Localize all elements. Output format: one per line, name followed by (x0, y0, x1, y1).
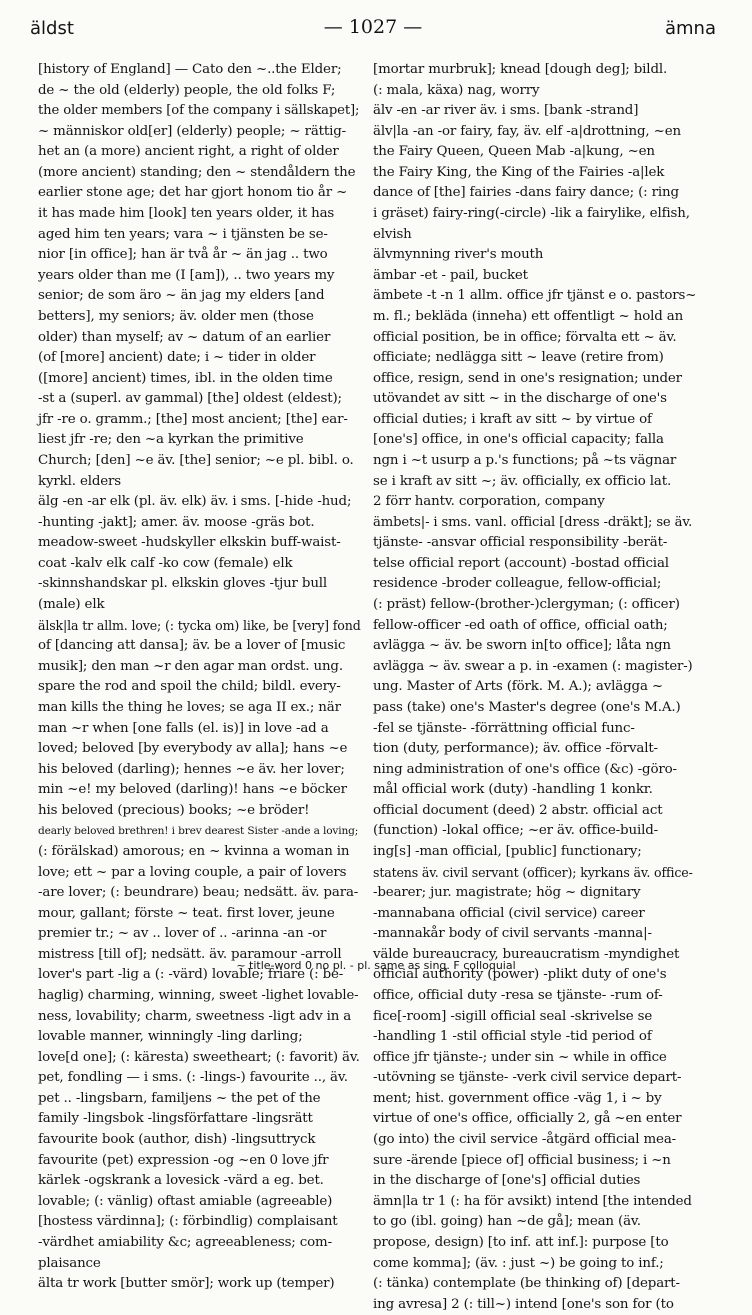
dictionary-line: tjänste- -ansvar official responsibility -berät- (373, 535, 668, 551)
dictionary-line: pet, fondling — i sms. (: -lings-) favourite .., äv. (38, 1070, 348, 1086)
dictionary-line: official document (deed) 2 abstr. official act (373, 802, 663, 818)
dictionary-line: in the discharge of [one's] official duties (373, 1173, 641, 1189)
dictionary-line: m. fl.; bekläda (inneha) ett offentligt ~ hold an (373, 308, 684, 324)
dictionary-line: fice[-room] -sigill official seal -skrivelse se (373, 1008, 653, 1024)
dictionary-line: nior [in office]; han är två år ~ än jag .. two (38, 247, 328, 263)
dictionary-line: (more ancient) standing; den ~ stendåldern the (38, 164, 356, 180)
dictionary-line: min ~e! my beloved (darling)! hans ~e böcker (38, 782, 347, 798)
dictionary-line: official authority (power) -plikt duty of one's (373, 967, 667, 983)
dictionary-line: the Fairy King, the King of the Fairies -a|lek (373, 164, 665, 180)
abbreviation-legend: ~ title-word 0 no pl. - pl. same as sing. F colloquial (236, 959, 516, 972)
dictionary-line: of [dancing att dansa]; äv. be a lover of [music (38, 638, 346, 654)
dictionary-line: ing avresa] 2 (: till~) intend [one's son for (to (373, 1296, 674, 1312)
page-number: — 1027 — (323, 16, 423, 38)
dictionary-line: liest jfr -re; den ~a kyrkan the primitive (38, 432, 304, 448)
dictionary-line: love; ett ~ par a loving couple, a pair of lovers (38, 864, 347, 880)
dictionary-line: ment; hist. government office -väg 1, i ~ by (373, 1090, 662, 1106)
dictionary-line: ning administration of one's office (&c) -göro- (373, 761, 677, 777)
dictionary-line: utövandet av sitt ~ in the discharge of one's (373, 391, 667, 407)
dictionary-line: (: tänka) contemplate (be thinking of) [depart- (373, 1276, 680, 1292)
dictionary-line: de ~ the old (elderly) people, the old folks F; (38, 82, 336, 98)
dictionary-line: -st a (superl. av gammal) [the] oldest (eldest); (38, 391, 342, 407)
dictionary-line: -utövning se tjänste- -verk civil service depart- (373, 1070, 682, 1086)
dictionary-line: kärlek -ogskrank a lovesick -värd a eg. bet. (38, 1173, 324, 1189)
dictionary-line: premier tr.; ~ av .. lover of .. -arinna -an -or (38, 926, 327, 942)
dictionary-line: -handling 1 -stil official style -tid period of (373, 1029, 652, 1045)
dictionary-line: dearly beloved brethren! i brev dearest Sister -ande a loving; (38, 825, 359, 838)
dictionary-line: betters], my seniors; äv. older men (those (38, 308, 314, 324)
dictionary-line: spare the rod and spoil the child; bildl. every- (38, 679, 341, 695)
dictionary-line: -mannabana official (civil service) career (373, 905, 645, 921)
dictionary-line: -skinnshandskar pl. elkskin gloves -tjur bull (38, 576, 328, 592)
dictionary-line: (: mala, käxa) nag, worry (373, 82, 540, 98)
dictionary-line: -bearer; jur. magistrate; hög ~ dignitary (373, 885, 641, 901)
dictionary-line: ämbets|- i sms. vanl. official [dress -dräkt]; se äv. (373, 514, 693, 530)
dictionary-line: his beloved (precious) books; ~e bröder! (38, 802, 310, 818)
dictionary-line: älv|la -an -or fairy, fay, äv. elf -a|drottning, ~en (373, 123, 681, 139)
dictionary-line: office, official duty -resa se tjänste- -rum of- (373, 988, 663, 1004)
dictionary-line: family -lingsbok -lingsförfattare -lingsrätt (38, 1111, 313, 1127)
dictionary-line: favourite (pet) expression -og ~en 0 love jfr (38, 1152, 329, 1168)
dictionary-line: coat -kalv elk calf -ko cow (female) elk (38, 555, 293, 571)
dictionary-line: tion (duty, performance); äv. office -förvalt- (373, 741, 658, 757)
dictionary-line: love[d one]; (: käresta) sweetheart; (: favorit) äv. (38, 1049, 360, 1065)
dictionary-line: meadow-sweet -hudskyller elkskin buff-waist- (38, 535, 341, 551)
dictionary-line: loved; beloved [by everybody av alla]; hans ~e (38, 741, 348, 757)
dictionary-line: man ~r when [one falls (el. is)] in love -ad a (38, 720, 329, 736)
dictionary-line: älta tr work [butter smör]; work up (temper) (38, 1276, 335, 1292)
dictionary-line: ~ människor old[er] (elderly) people; ~ rättig- (38, 123, 347, 139)
dictionary-line: kyrkl. elders (38, 473, 122, 489)
dictionary-line: officiate; nedlägga sitt ~ leave (retire from) (373, 350, 664, 366)
dictionary-line: ([more] ancient) times, ibl. in the olden time (38, 370, 333, 386)
dictionary-line: älg -en -ar elk (pl. äv. elk) äv. i sms. [-hide -hud; (38, 494, 352, 510)
dictionary-line: pet .. -lingsbarn, familjens ~ the pet of the (38, 1090, 321, 1106)
dictionary-line: favourite book (author, dish) -lingsuttryck (38, 1132, 316, 1148)
dictionary-line: -fel se tjänste- -förrättning official func- (373, 720, 635, 736)
dictionary-line: (go into) the civil service -åtgärd official mea- (373, 1132, 677, 1148)
dictionary-line: office jfr tjänste-; under sin ~ while in office (373, 1049, 667, 1065)
dictionary-line: residence -broder colleague, fellow-official; (373, 576, 662, 592)
dictionary-line: het an (a more) ancient right, a right of older (38, 144, 339, 160)
dictionary-line: se i kraft av sitt ~; äv. officially, ex officio lat. (373, 473, 672, 489)
left-running-headword: äldst (30, 18, 74, 39)
left-column (38, 60, 361, 1292)
dictionary-line: Church; [den] ~e äv. [the] senior; ~e pl. bibl. o. (38, 452, 354, 468)
dictionary-line: lover's part -lig a (: -värd) lovable; friare (: be- (38, 967, 344, 983)
dictionary-line: fellow-officer -ed oath of office, official oath; (373, 617, 668, 633)
dictionary-line: his beloved (darling); hennes ~e äv. her lover; (38, 761, 345, 777)
dictionary-line: ung. Master of Arts (förk. M. A.); avlägga ~ (373, 679, 663, 695)
dictionary-line: (of [more] ancient) date; i ~ tider in older (38, 350, 316, 366)
dictionary-line: official position, be in office; förvalta ett ~ äv. (373, 329, 677, 345)
dictionary-line: mour, gallant; förste ~ teat. first lover, jeune (38, 905, 335, 921)
dictionary-line: pass (take) one's Master's degree (one's M.A.) (373, 699, 681, 715)
dictionary-line: haglig) charming, winning, sweet -lighet lovable- (38, 988, 359, 1004)
dictionary-line: older) than myself; av ~ datum of an earlier (38, 329, 331, 345)
dictionary-line: älsk|la tr allm. love; (: tycka om) like, be [very] fond (38, 617, 361, 633)
dictionary-line: [hostess värdinna]; (: förbindlig) complaisant (38, 1214, 338, 1230)
dictionary-line: (: präst) fellow-(brother-)clergyman; (: officer) (373, 597, 680, 613)
dictionary-line: (male) elk (38, 597, 105, 613)
page-header (30, 14, 716, 46)
dictionary-line: ngn i ~t usurp a p.'s functions; på ~ts vägnar (373, 452, 677, 468)
dictionary-line: [one's] office, in one's official capacity; falla (373, 432, 664, 448)
dictionary-line: to go (ibl. going) han ~de gå]; mean (äv. (373, 1214, 641, 1230)
dictionary-line: älv -en -ar river äv. i sms. [bank -strand] (373, 103, 639, 119)
dictionary-line: come komma]; (äv. : just ~) be going to inf.; (373, 1255, 664, 1271)
dictionary-line: mål official work (duty) -handling 1 konkr. (373, 782, 653, 798)
dictionary-line: (function) -lokal office; ~er äv. office-build- (373, 823, 658, 839)
dictionary-line: älvmynning river's mouth (373, 247, 544, 263)
dictionary-line: mistress [till of]; nedsätt. äv. paramour -arroll (38, 946, 342, 962)
dictionary-line: lovable; (: vänlig) oftast amiable (agreeable) (38, 1193, 333, 1209)
dictionary-line: propose, design) [to inf. att inf.]: purpose [to (373, 1234, 669, 1250)
dictionary-line: 2 förr hantv. corporation, company (373, 494, 605, 510)
dictionary-line: -värdhet amiability &c; agreeableness; com- (38, 1234, 332, 1250)
dictionary-line: man kills the thing he loves; se aga II ex.; när (38, 699, 341, 715)
dictionary-line: ämn|la tr 1 (: ha för avsikt) intend [the intended (373, 1193, 692, 1209)
dictionary-line: -hunting -jakt]; amer. äv. moose -gräs bot. (38, 514, 315, 530)
dictionary-line: ämbete -t -n 1 allm. office jfr tjänst e o. pastors~ (373, 288, 697, 304)
dictionary-line: avlägga ~ äv. swear a p. in -examen (: magister-) (373, 658, 693, 674)
dictionary-line: dance of [the] fairies -dans fairy dance; (: ring (373, 185, 679, 201)
dictionary-line: statens äv. civil servant (officer); kyrkans äv. office- (373, 864, 693, 880)
dictionary-line: ing[s] -man official, [public] functionary; (373, 843, 642, 859)
dictionary-line: the Fairy Queen, Queen Mab -a|kung, ~en (373, 144, 655, 160)
dictionary-line: plaisance (38, 1255, 101, 1271)
dictionary-line: virtue of one's office, officially 2, gå ~en enter (373, 1111, 682, 1127)
dictionary-line: [mortar murbruk]; knead [dough deg]; bildl. (373, 62, 668, 77)
dictionary-line: senior; de som äro ~ än jag my elders [and (38, 288, 325, 304)
dictionary-line: -mannakår body of civil servants -manna|- (373, 926, 652, 942)
dictionary-line: (: förälskad) amorous; en ~ kvinna a woman in (38, 843, 350, 859)
dictionary-line: jfr -re o. gramm.; [the] most ancient; [the] ear- (38, 411, 348, 427)
dictionary-line: official duties; i kraft av sitt ~ by virtue of (373, 411, 652, 427)
dictionary-line: i gräset) fairy-ring(-circle) -lik a fairylike, elfish, (373, 206, 690, 222)
dictionary-line: [history of England] — Cato den ~..the Elder; (38, 62, 342, 77)
dictionary-line: musik]; den man ~r den agar man ordst. ung. (38, 658, 343, 674)
dictionary-line: years older than me (I [am]), .. two years my (38, 267, 335, 283)
dictionary-line: lovable manner, winningly -ling darling; (38, 1029, 303, 1045)
dictionary-line: ämbar -et - pail, bucket (373, 267, 528, 283)
dictionary-line: office, resign, send in one's resignation; under (373, 370, 682, 386)
dictionary-line: välde bureaucracy, bureaucratism -myndighet (373, 946, 680, 962)
dictionary-line: ness, lovability; charm, sweetness -ligt adv in a (38, 1008, 352, 1024)
dictionary-line: earlier stone age; det har gjort honom tio år ~ (38, 185, 348, 201)
dictionary-line: elvish (373, 226, 412, 242)
dictionary-line: telse official report (account) -bostad official (373, 555, 669, 571)
right-running-headword: ämna (664, 18, 716, 39)
dictionary-line: the older members [of the company i sällskapet]; (38, 103, 360, 119)
dictionary-line: avlägga ~ äv. be sworn in[to office]; låta ngn (373, 638, 671, 654)
dictionary-line: aged him ten years; vara ~ i tjänsten be se- (38, 226, 328, 242)
dictionary-line: -are lover; (: beundrare) beau; nedsätt. äv. para- (38, 885, 359, 901)
dictionary-line: it has made him [look] ten years older, it has (38, 206, 335, 222)
dictionary-line: sure -ärende [piece of] official business; i ~n (373, 1152, 671, 1168)
